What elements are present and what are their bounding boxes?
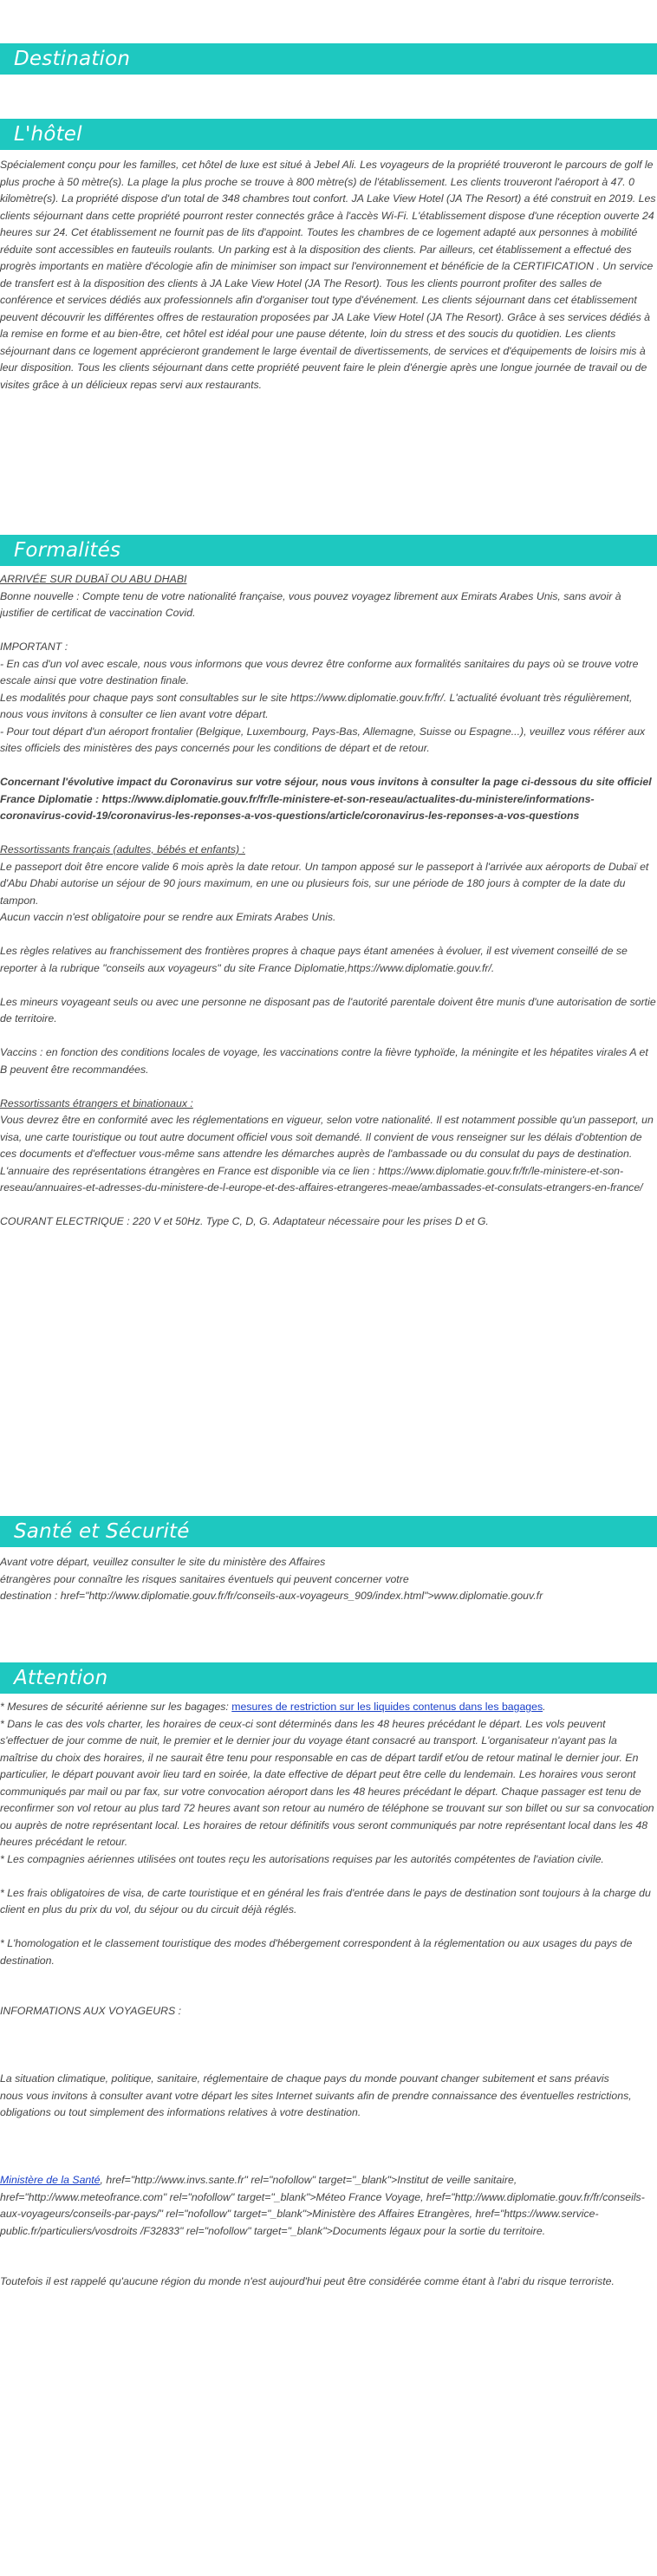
sante-line-2: étrangères pour connaître les risques sanitaires éventuels qui peuvent concerner votre	[0, 1572, 409, 1585]
attention-header	[0, 1662, 657, 1694]
destination-title: Destination	[14, 48, 131, 70]
hotel-description: Spécialement conçu pour les familles, cet hôtel de luxe est situé à Jebel Ali. Les voyageurs de la propriété trouveront le parcours de golf le plus proche à 50 mètre(s). La plage la plus proche se trouve à 800 mètre(s) de l'établissement. Les clients trouveront l'aéroport à 47. 0 kilomètre(s). La propriété dispose d'un total de 348 chambres tout confort. JA Lake View Hotel (JA The Resort) a été construit en 2019. Les clients séjournant dans cette propriété pourront rester connectés grâce à l'accès Wi-Fi. L'établissement dispose d'une réception ouverte 24 heures sur 24. Cet établissement ne fournit pas de lits d'appoint. Toutes les chambres de ce logement adapté aux personnes à mobilité réduite sont accessibles en fauteuils roulants. Un parking est à la disposition des clients. Par ailleurs, cet établissement a effectué des progrès importants en matière d'écologie afin de minimiser son impact sur l'environnement et bénéficie de la CERTIFICATION . Un service de transfert est à la disposition des clients à JA Lake View Hotel (JA The Resort). Tous les clients pourront profiter des salles de conférence et services dédiés aux professionnels afin d'organiser tout type d'événement. Les clients séjournant dans cet établissement peuvent découvrir les différentes offres de restauration proposées par JA Lake View Hotel (JA The Resort). Grâce à ses services dédiés à la remise en forme et au bien-être, cet hôtel est idéal pour une pause détente, loin du stress et des soucis du quotidien. Les clients séjournant dans ce logement apprécieront grandement le large éventail de divertissements, de services et d'équipements de loisirs mis à leur disposition. Tous les clients séjournant dans cette propriété peuvent faire le plein d'énergie après une longue journée de travail ou de visites grâce à un délicieux repas servi aux restaurants.	[0, 159, 656, 391]
hotel-body	[0, 157, 657, 394]
foreign-nationals-text-1: Vous devrez être en conformité avec les réglementations en vigueur, selon votre nationalité. Il est notamment possible qu'un passeport, un visa, une carte touristique ou tout autre document officiel vous soit demandé. Il convient de vous renseigner sur les délais d'obtention de ces documents et d'effectuer vous-même sans attendre les démarches auprès de l'ambassade ou du consulat du pays de destination.	[0, 1114, 654, 1160]
formalites-title: Formalités	[14, 539, 121, 562]
situation-text-2: nous vous invitons à consulter avant votre départ les sites Internet suivants afin de prendre connaissance des éventuelles restrictions, obligations ou tout simplement des informations relatives à votre destination.	[0, 2089, 632, 2118]
ministries-links-text: , href="http://www.invs.sante.fr" rel="nofollow" target="_blank">Institut de veille sanitaire, href="http://www.meteofrance.com" rel="nofollow" target="_blank">Méteo France Voyage, href="http://www.diplomatie.gouv.fr/fr/conseils-aux-voyageurs/conseils-par-pays/" rel="nofollow" target="_blank">Ministère des Affaires Etrangères, href="https://www.service-public.fr/particuliers/vosdroits /F32833" rel="nofollow" target="_blank">Documents légaux pour la sortie du territoire.	[0, 2174, 645, 2237]
french-nationals-heading: Ressortissants français (adultes, bébés et enfants) :	[0, 843, 245, 855]
security-prefix: * Mesures de sécurité aérienne sur les bagages:	[0, 1701, 232, 1713]
attention-title: Attention	[14, 1667, 108, 1689]
sante-body	[0, 1554, 657, 1605]
ministry-health-link[interactable]: Ministère de la Santé	[0, 2174, 101, 2186]
sante-title: Santé et Sécurité	[14, 1520, 190, 1543]
security-measures	[0, 1699, 657, 1716]
liquids-restriction-link[interactable]: mesures de restriction sur les liquides contenus dans les bagages	[231, 1701, 543, 1713]
border-rules-text: Les règles relatives au franchissement des frontières propres à chaque pays étant amenées à évoluer, il est vivement conseillé de se reporter à la rubrique "conseils aux voyageurs" du site France Diplomatie,https://www.diplomatie.gouv.fr/.	[0, 945, 628, 974]
destination-section	[0, 43, 657, 75]
hotel-section	[0, 119, 657, 394]
sante-line-3: destination : href="http://www.diplomatie.gouv.fr/fr/conseils-aux-voyageurs_909/index.html">www.diplomatie.gouv.fr	[0, 1590, 543, 1602]
situation-text-1: La situation climatique, politique, sanitaire, réglementaire de chaque pays du monde pouvant changer subitement et sans préavis	[0, 2072, 609, 2085]
formalites-body	[0, 571, 657, 1231]
minors-text: Les mineurs voyageant seuls ou avec une personne ne disposant pas de l'autorité parentale doivent être munis d'une autorisation de sortie de territoire.	[0, 995, 656, 1025]
terrorism-text: Toutefois il est rappelé qu'aucune région du monde n'est aujourd'hui peut être considérée comme étant à l'abri du risque terroriste.	[0, 2275, 615, 2287]
important-point-3: - Pour tout départ d'un aéroport frontalier (Belgique, Luxembourg, Pays-Bas, Allemagne, Suisse ou Espagne...), veuillez vous référer aux sites officiels des ministères des pays concernés pour les conditions de départ et de retour.	[0, 725, 646, 754]
sante-header	[0, 1516, 657, 1547]
vaccines-text: Vaccins : en fonction des conditions locales de voyage, les vaccinations contre la fièvre typhoïde, la méningite et les hépatites virales A et B peuvent être recommandées.	[0, 1046, 648, 1076]
french-nationals-text-1: Le passeport doit être encore valide 6 mois après la date retour. Un tampon apposé sur le passeport à l'arrivée aux aéroports de Dubaï et d'Abu Dhabi autorise un séjour de 90 jours maximum, en une ou plusieurs fois, sur une période de 180 jours à compter de la date du tampon.	[0, 860, 649, 907]
arrival-text: Bonne nouvelle : Compte tenu de votre nationalité française, vous pouvez voyagez librement aux Emirats Arabes Unis, sans avoir à justifier de certificat de vaccination Covid.	[0, 589, 621, 619]
sante-section	[0, 1516, 657, 1605]
foreign-nationals-heading: Ressortissants étrangers et binationaux :	[0, 1096, 193, 1109]
homologation-text: * L'homologation et le classement touristique des modes d'hébergement correspondent à la réglementation ou aux usages du pays de destination.	[0, 1937, 633, 1967]
important-point-2: Les modalités pour chaque pays sont consultables sur le site https://www.diplomatie.gouv.fr/fr/. L'actualité évoluant très régulièrement, nous vous invitons à consulter ce lien avant votre départ.	[0, 691, 633, 720]
arrival-heading: ARRIVÉE SUR DUBAÏ OU ABU DHABI	[0, 573, 187, 585]
travelers-info-heading: INFORMATIONS AUX VOYAGEURS :	[0, 2005, 182, 2017]
hotel-header	[0, 119, 657, 150]
security-suffix: .	[543, 1701, 546, 1713]
sante-line-1: Avant votre départ, veuillez consulter le site du ministère des Affaires	[0, 1556, 326, 1568]
airlines-text: * Les compagnies aériennes utilisées ont toutes reçu les autorisations requises par les autorités compétentes de l'aviation civile.	[0, 1852, 604, 1865]
formalites-section	[0, 535, 657, 1231]
electric-current-text: COURANT ELECTRIQUE : 220 V et 50Hz. Type C, D, G. Adaptateur nécessaire pour les prises D et G.	[0, 1215, 489, 1227]
french-nationals-text-2: Aucun vaccin n'est obligatoire pour se rendre aux Emirats Arabes Unis.	[0, 911, 336, 923]
attention-body	[0, 1699, 657, 2291]
destination-header	[0, 43, 657, 75]
charter-flights-text: * Dans le cas des vols charter, les horaires de ceux-ci sont déterminés dans les 48 heures précédant le départ. Les vols peuvent s'effectuer de jour comme de nuit, le premier et le dernier jour du voyage étant consacré au transport. L'organisateur n'ayant pas la maîtrise du choix des horaires, il ne saurait être tenu pour responsable en cas de départ tardif et/ou de retour matinal le dernier jour. En particulier, le départ pouvant avoir lieu tard en soirée, la date effective de départ peut être celle du lendemain. Les horaires vous seront communiqués par mail ou par fax, sur votre convocation aéroport dans les 48 heures précédant le départ. Chaque passager est tenu de reconfirmer son vol retour au plus tard 72 heures avant son retour au numéro de téléphone se trouvant sur son billet ou sur sa convocation ou auprès de notre représentant local. Les horaires de retour définitifs vous seront communiqués par notre représentant local dans les 48 heures précédant le retour.	[0, 1717, 654, 1848]
important-heading: IMPORTANT :	[0, 641, 68, 653]
ministries-links	[0, 2172, 657, 2240]
important-point-1: - En cas d'un vol avec escale, nous vous informons que vous devrez être conforme aux formalités sanitaires du pays où se trouve votre escale ainsi que votre destination finale.	[0, 657, 639, 686]
attention-section	[0, 1662, 657, 2291]
covid-notice: Concernant l'évolutive impact du Coronavirus sur votre séjour, nous vous invitons à consulter la page ci-dessous du site officiel France Diplomatie : https://www.diplomatie.gouv.fr/fr/le-ministere-et-son-reseau/actualites-du-ministere/informations-coronavirus-covid-19/coronavirus-les-reponses-a-vos-questions/article/coronavirus-les-reponses-a-vos-questions	[0, 776, 652, 822]
fees-text: * Les frais obligatoires de visa, de carte touristique et en général les frais d'entrée dans le pays de destination sont toujours à la charge du client en plus du prix du vol, du séjour ou du circuit déjà réglés.	[0, 1886, 651, 1916]
formalites-header	[0, 535, 657, 566]
hotel-title: L'hôtel	[14, 123, 82, 146]
foreign-nationals-text-2: L'annuaire des représentations étrangères en France est disponible via ce lien : https://www.diplomatie.gouv.fr/fr/le-ministere-et-son-reseau/annuaires-et-adresses-du-ministere-de-l-europe-et-des-affaires-etrangeres-meae/ambassades-et-consulats-etrangers-en-france/	[0, 1164, 643, 1194]
